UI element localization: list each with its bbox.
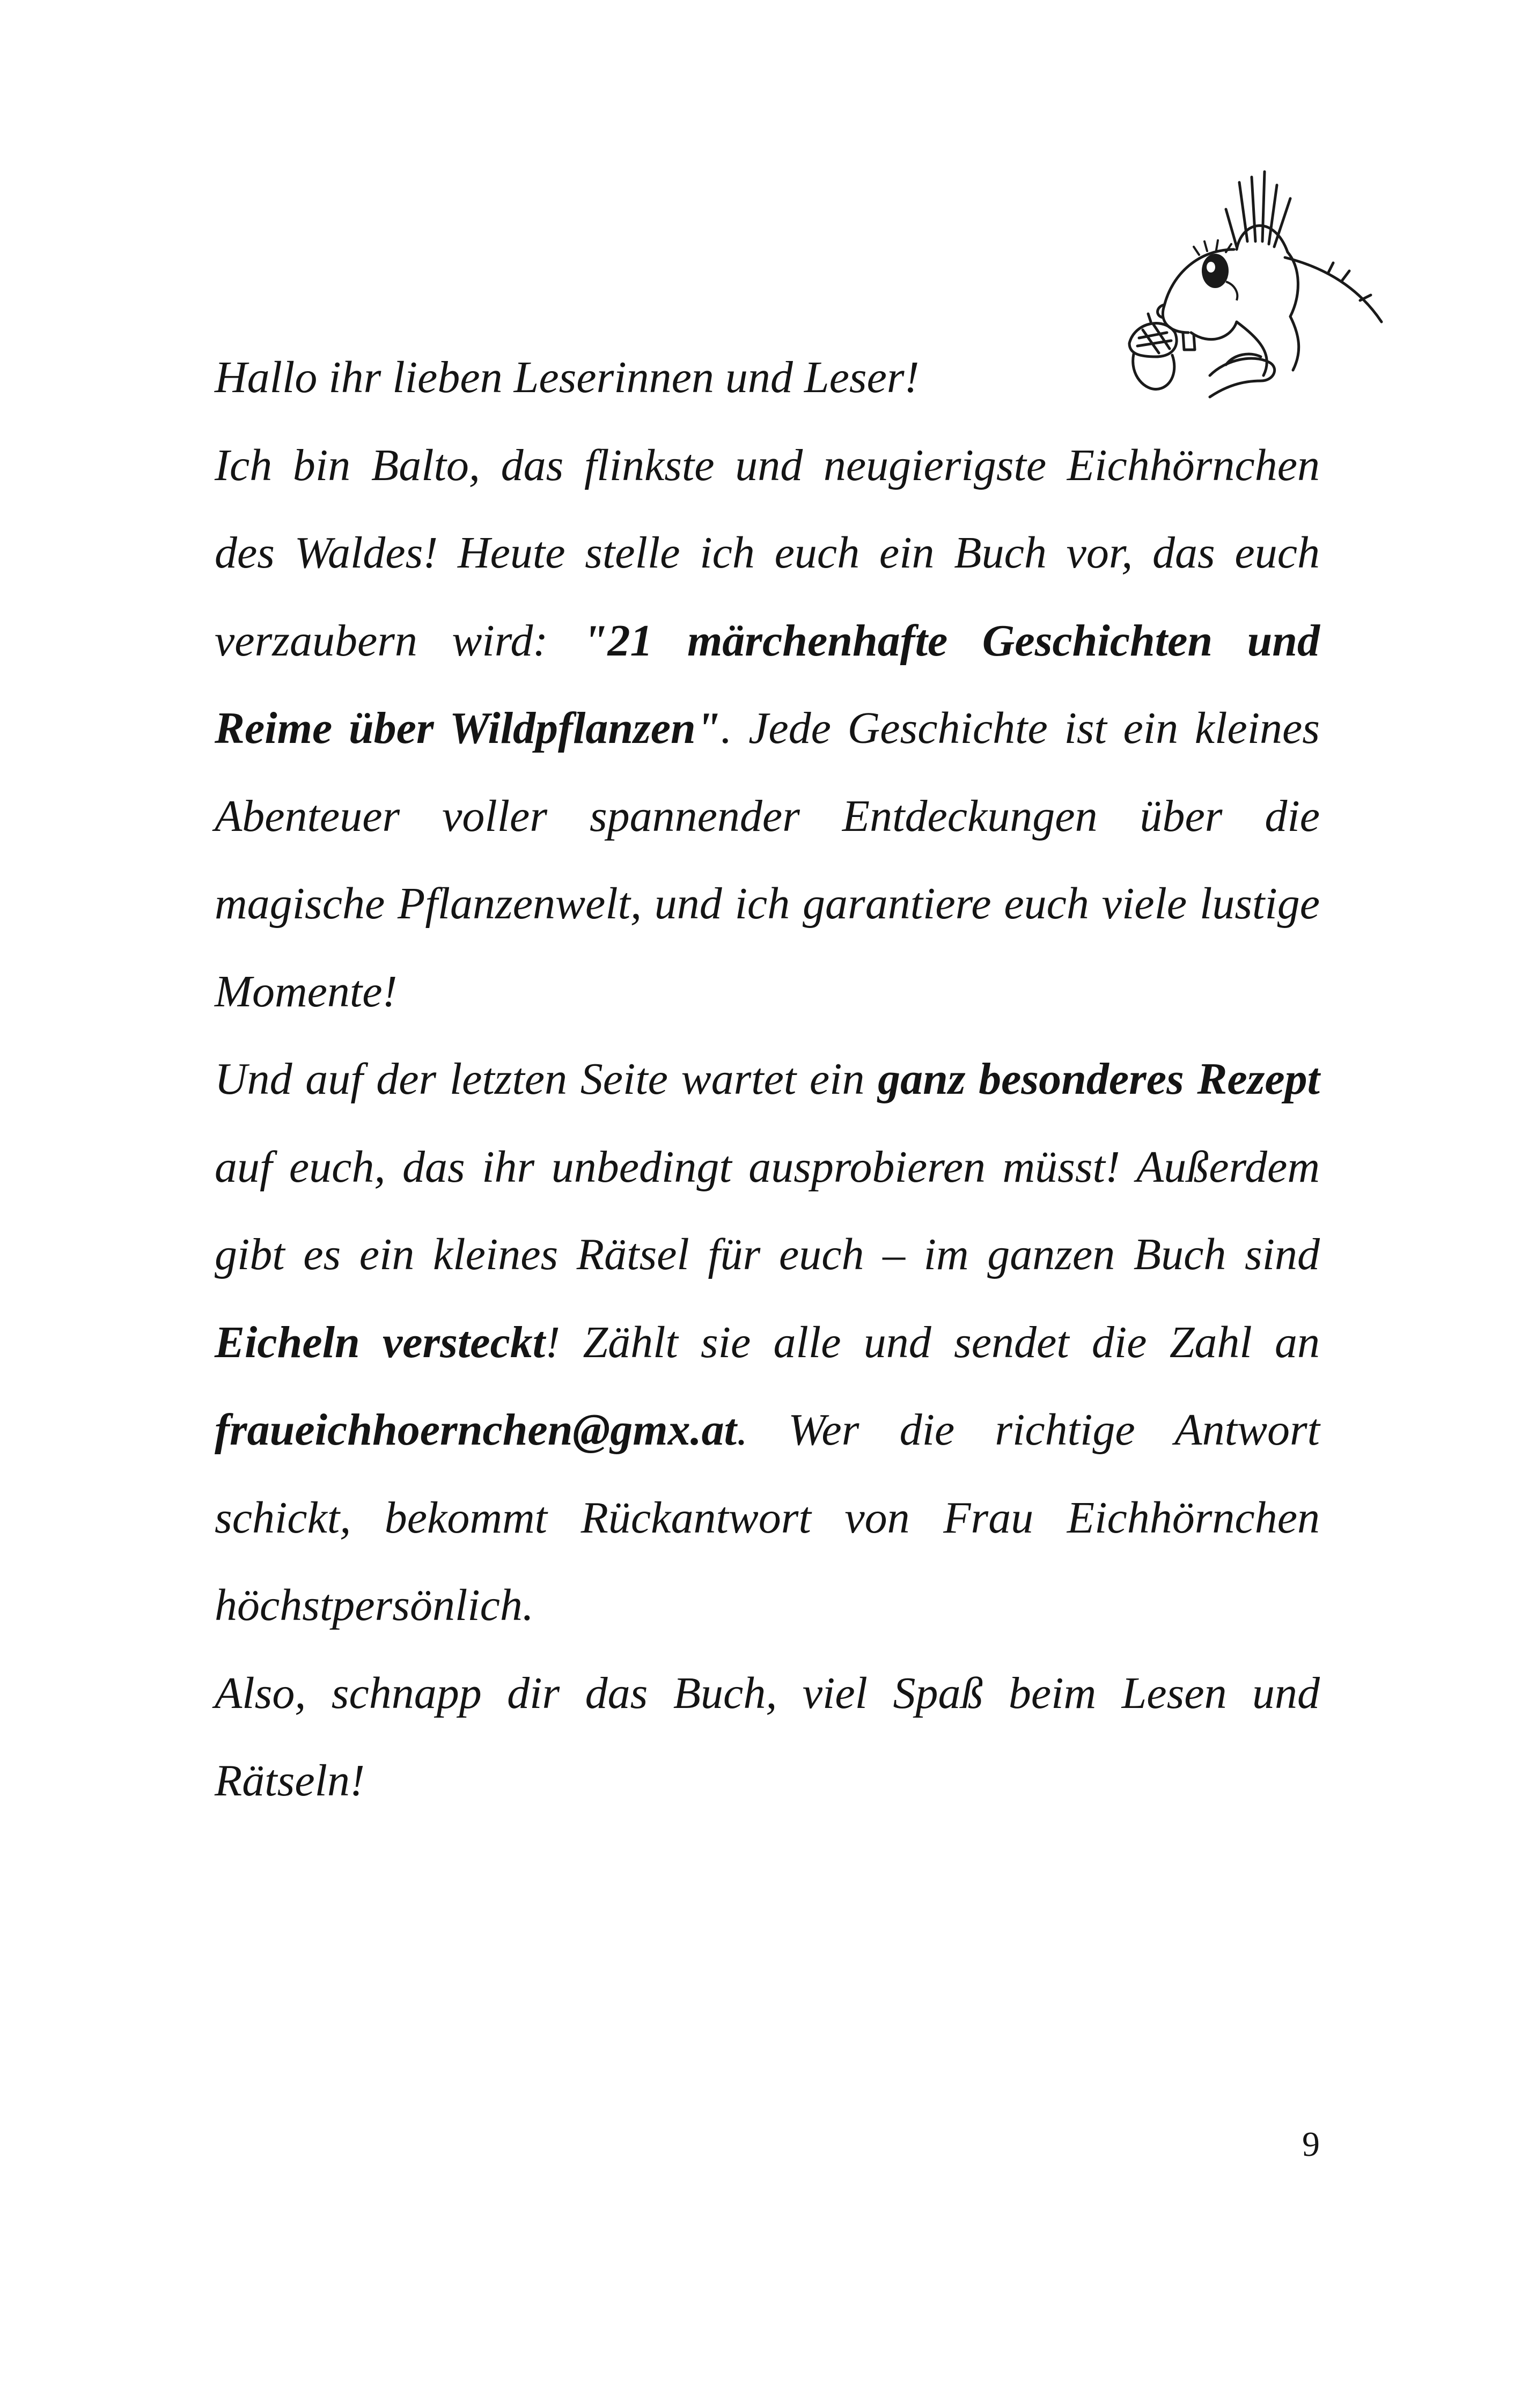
text-run: ! Zählt sie alle und sendet die Zahl an bbox=[545, 1317, 1320, 1367]
bold-text: ganz besonderes Rezept bbox=[878, 1054, 1320, 1104]
text-run: . Jede Geschichte ist ein kleines Abenteuer voller spannender Entdeckungen über die magische Pflanzenwelt, und ich garantiere euch viele lustige Momente! bbox=[215, 703, 1320, 1017]
bold-text: "21 märchenhafte Geschichten und Reime über Wildpflanzen" bbox=[215, 615, 1320, 753]
text-run: Ich bin Balto, das flinkste und neugierigste Eichhörnchen des Waldes! Heute stelle ich euch ein Buch vor, das euch verzaubern wird: bbox=[215, 440, 1320, 666]
text-run: Also, schnapp dir das Buch, viel Spaß beim Lesen und Rätseln! bbox=[215, 1668, 1320, 1806]
paragraph bbox=[215, 422, 1320, 1036]
text-run: Und auf der letzten Seite wartet ein bbox=[215, 1054, 878, 1104]
bold-text: Eicheln versteckt bbox=[215, 1317, 546, 1367]
body-text bbox=[215, 334, 1320, 1825]
paragraph bbox=[215, 334, 1320, 422]
text-run: Hallo ihr lieben Leserinnen und Leser! bbox=[215, 352, 920, 402]
paragraph bbox=[215, 1649, 1320, 1825]
paragraph bbox=[215, 1035, 1320, 1649]
text-run: auf euch, das ihr unbedingt ausprobieren müsst! Außerdem gibt es ein kleines Rätsel für euch – im ganzen Buch sind bbox=[215, 1142, 1320, 1279]
page-number: 9 bbox=[1302, 2125, 1320, 2164]
bold-text: fraueichhoernchen@gmx.at bbox=[215, 1405, 737, 1455]
text-run: . Wer die richtige Antwort schickt, bekommt Rückantwort von Frau Eichhörnchen höchstpersönlich. bbox=[215, 1405, 1320, 1630]
